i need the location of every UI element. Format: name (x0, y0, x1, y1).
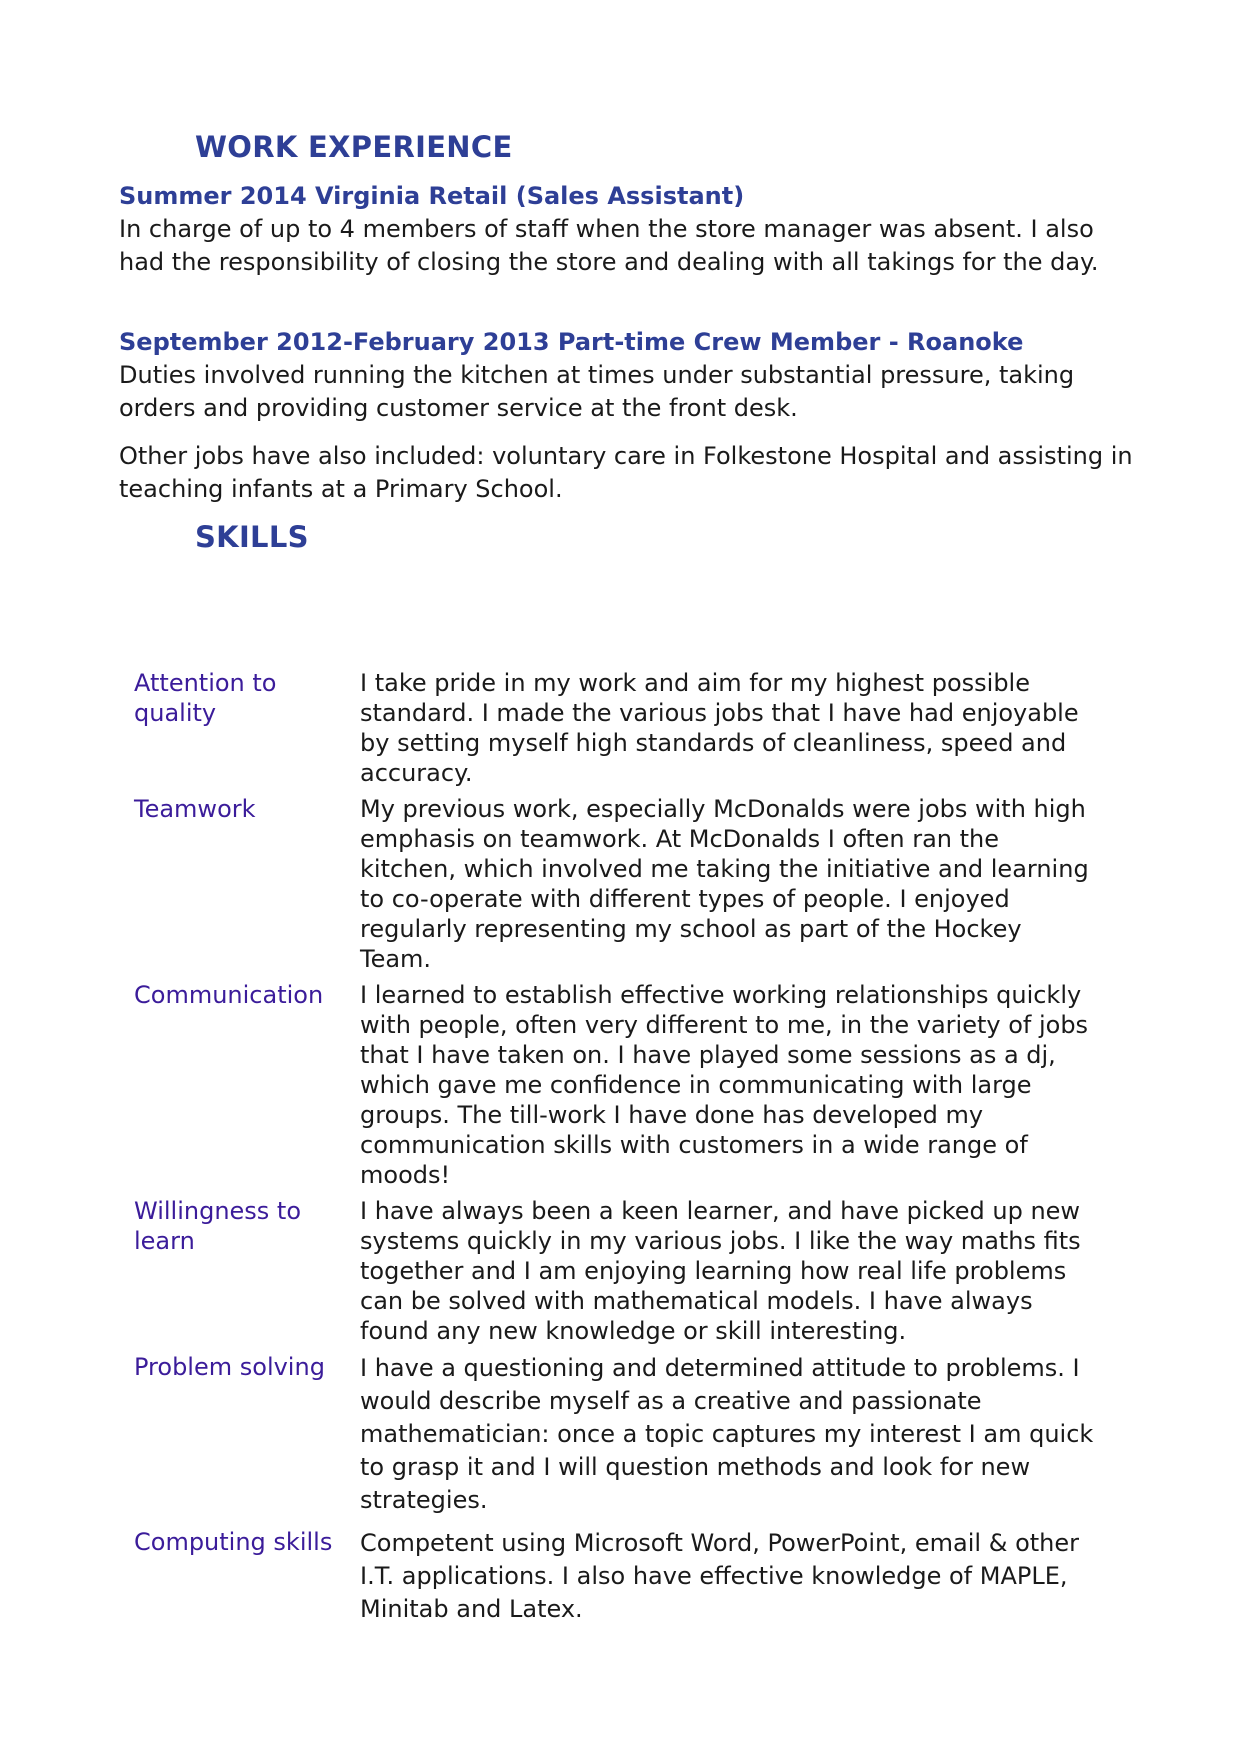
work-experience-heading: WORK EXPERIENCE (195, 130, 513, 164)
skill-name: Computing skills (134, 1528, 333, 1556)
skill-row (128, 1352, 1128, 1527)
skill-row (128, 668, 1128, 794)
skill-description: I learned to establish effective working relationships quickly with people, often very different to me, in the variety of jobs that I have taken on. I have played some sessions as a dj, which gave me confidence in communicating with large groups. The till-work I have done has developed my communication skills with customers in a wide range of moods! (360, 981, 1089, 1189)
skill-description: I have a questioning and determined attitude to problems. I would describe myself as a creative and passionate mathematician: once a topic captures my interest I am quick to grasp it and I will question methods and look for new strategies. (360, 1354, 1094, 1514)
skill-name: Attention to quality (134, 669, 277, 727)
job-description: In charge of up to 4 members of staff when the store manager was absent. I also had the responsibility of closing the store and dealing with all takings for the day. (119, 215, 1099, 276)
skill-name: Communication (134, 981, 324, 1009)
skill-row (128, 794, 1128, 980)
skill-name: Willingness to learn (134, 1197, 302, 1255)
job-entry (119, 326, 1139, 425)
skill-row (128, 1196, 1128, 1352)
skill-row (128, 980, 1128, 1196)
job-entry (119, 180, 1139, 279)
job-title: Summer 2014 Virginia Retail (Sales Assistant) (119, 182, 745, 210)
job-title: September 2012-February 2013 Part-time Crew Member - Roanoke (119, 328, 1024, 356)
skill-description: Competent using Microsoft Word, PowerPoint, email & other I.T. applications. I also have effective knowledge of MAPLE, Minitab and Latex. (360, 1529, 1080, 1623)
skill-description: I have always been a keen learner, and have picked up new systems quickly in my various jobs. I like the way maths fits together and I am enjoying learning how real life problems can be solved with mathematical models. I have always found any new knowledge or skill interesting. (360, 1197, 1081, 1345)
skills-heading: SKILLS (195, 520, 309, 554)
skill-description: I take pride in my work and aim for my highest possible standard. I made the various jobs that I have had enjoyable by setting myself high standards of cleanliness, speed and accuracy. (360, 669, 1079, 787)
other-jobs-paragraph (119, 440, 1139, 506)
skill-name: Problem solving (134, 1353, 325, 1381)
skill-row (128, 1527, 1128, 1632)
skills-table (128, 668, 1128, 1632)
other-jobs-text: Other jobs have also included: voluntary care in Folkestone Hospital and assisting in teaching infants at a Primary School. (119, 442, 1133, 503)
job-description: Duties involved running the kitchen at times under substantial pressure, taking orders and providing customer service at the front desk. (119, 361, 1075, 422)
skill-description: My previous work, especially McDonalds were jobs with high emphasis on teamwork. At McDonalds I often ran the kitchen, which involved me taking the initiative and learning to co-operate with different types of people. I enjoyed regularly representing my school as part of the Hockey Team. (360, 795, 1089, 973)
skill-name: Teamwork (134, 795, 256, 823)
